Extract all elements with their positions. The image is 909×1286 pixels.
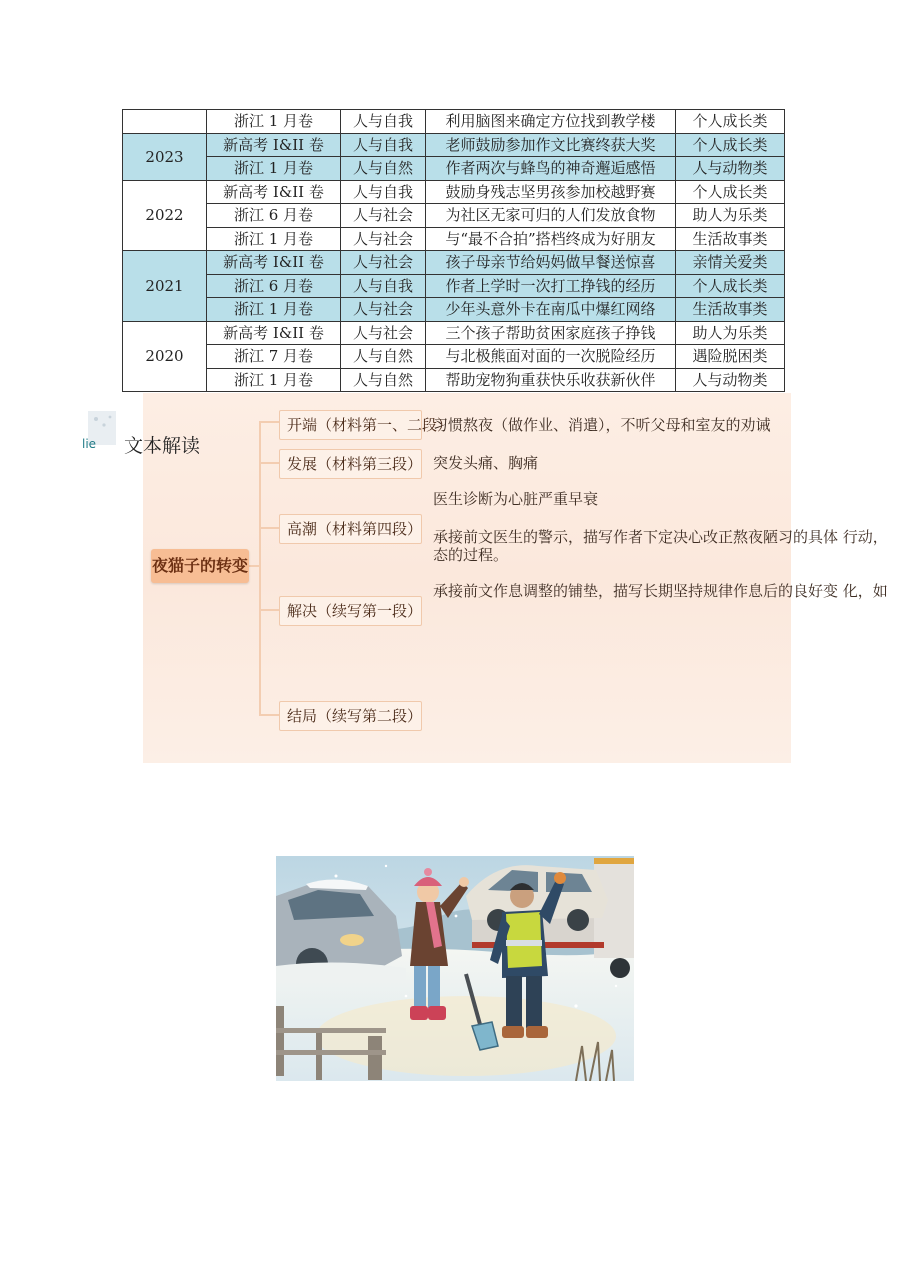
mindmap-connector xyxy=(259,609,279,611)
paper-cell: 浙江 7 月卷 xyxy=(207,345,341,369)
category-cell: 生活故事类 xyxy=(676,227,785,251)
content-cell: 老师鼓励参加作文比赛终获大奖 xyxy=(426,133,676,157)
category-cell: 人与动物类 xyxy=(676,157,785,181)
mindmap-detail-ending: 承接前文作息调整的铺垫，描写长期坚持规律作息后的良好变 化，如 xyxy=(433,582,888,600)
mindmap-node-beginning: 开端（材料第一、二段） xyxy=(279,410,422,440)
content-cell: 少年头意外卡在南瓜中爆红网络 xyxy=(426,298,676,322)
theme-cell: 人与社会 xyxy=(341,251,426,275)
content-cell: 作者两次与蜂鸟的神奇邂逅感悟 xyxy=(426,157,676,181)
theme-cell: 人与自然 xyxy=(341,157,426,181)
mindmap-detail-resolution: 承接前文医生的警示，描写作者下定决心改正熬夜陋习的具体 行动， xyxy=(433,528,888,546)
section-heading: 文本解读 xyxy=(124,435,201,457)
theme-cell: 人与自然 xyxy=(341,368,426,392)
theme-cell: 人与自我 xyxy=(341,133,426,157)
paper-cell: 浙江 6 月卷 xyxy=(207,204,341,228)
content-cell: 鼓励身残志坚男孩参加校越野赛 xyxy=(426,180,676,204)
mindmap-connector xyxy=(259,421,279,423)
table-row xyxy=(123,345,785,369)
category-cell: 个人成长类 xyxy=(676,180,785,204)
mindmap-root: 夜猫子的转变 xyxy=(151,549,249,583)
content-cell: 为社区无家可归的人们发放食物 xyxy=(426,204,676,228)
table-row xyxy=(123,368,785,392)
table-row xyxy=(123,298,785,322)
category-cell: 助人为乐类 xyxy=(676,204,785,228)
mindmap-detail-resolution-cont: 态的过程。 xyxy=(433,546,509,564)
paper-cell: 新高考 I&II 卷 xyxy=(207,180,341,204)
category-cell: 个人成长类 xyxy=(676,133,785,157)
year-cell xyxy=(123,110,207,134)
content-cell: 作者上学时一次打工挣钱的经历 xyxy=(426,274,676,298)
table-row xyxy=(123,180,785,204)
mindmap-node-climax: 高潮（材料第四段） xyxy=(279,514,422,544)
paper-cell: 新高考 I&II 卷 xyxy=(207,133,341,157)
mindmap-node-development: 发展（材料第三段） xyxy=(279,449,422,479)
content-cell: 与北极熊面对面的一次脱险经历 xyxy=(426,345,676,369)
content-cell: 三个孩子帮助贫困家庭孩子挣钱 xyxy=(426,321,676,345)
table-row xyxy=(123,251,785,275)
mindmap-node-ending: 结局（续写第二段） xyxy=(279,701,422,731)
mindmap-detail-development: 突发头痛、胸痛 xyxy=(433,454,539,472)
theme-cell: 人与社会 xyxy=(341,204,426,228)
theme-cell: 人与自我 xyxy=(341,274,426,298)
category-cell: 遇险脱困类 xyxy=(676,345,785,369)
year-cell: 2023 xyxy=(123,133,207,180)
table-row xyxy=(123,274,785,298)
mindmap-connector xyxy=(259,462,279,464)
mindmap-detail-climax: 医生诊断为心脏严重早衰 xyxy=(433,490,599,508)
theme-cell: 人与社会 xyxy=(341,298,426,322)
paper-cell: 浙江 1 月卷 xyxy=(207,227,341,251)
section-icon-text: lie xyxy=(82,437,97,451)
theme-cell: 人与自我 xyxy=(341,180,426,204)
mindmap-detail-beginning: 习惯熬夜（做作业、消遣），不听父母和室友的劝诫 xyxy=(433,416,771,434)
theme-cell: 人与社会 xyxy=(341,321,426,345)
category-cell: 助人为乐类 xyxy=(676,321,785,345)
mindmap-connector xyxy=(259,421,261,715)
paper-cell: 浙江 6 月卷 xyxy=(207,274,341,298)
year-cell: 2021 xyxy=(123,251,207,322)
category-cell: 生活故事类 xyxy=(676,298,785,322)
year-cell: 2020 xyxy=(123,321,207,392)
table-row xyxy=(123,157,785,181)
theme-cell: 人与社会 xyxy=(341,227,426,251)
table-row xyxy=(123,227,785,251)
paper-cell: 浙江 1 月卷 xyxy=(207,368,341,392)
table-row xyxy=(123,133,785,157)
table-row xyxy=(123,110,785,134)
year-cell: 2022 xyxy=(123,180,207,251)
category-cell: 个人成长类 xyxy=(676,274,785,298)
mindmap-connector xyxy=(259,527,279,529)
section-icon xyxy=(82,411,118,453)
category-cell: 亲情关爱类 xyxy=(676,251,785,275)
snow-rescue-illustration xyxy=(276,856,634,1081)
table-row xyxy=(123,321,785,345)
paper-cell: 浙江 1 月卷 xyxy=(207,110,341,134)
mindmap-connector xyxy=(259,714,279,716)
content-cell: 与“最不合拍”搭档终成为好朋友 xyxy=(426,227,676,251)
mindmap-node-resolution: 解决（续写第一段） xyxy=(279,596,422,626)
content-cell: 孩子母亲节给妈妈做早餐送惊喜 xyxy=(426,251,676,275)
theme-cell: 人与自我 xyxy=(341,110,426,134)
category-cell: 个人成长类 xyxy=(676,110,785,134)
paper-cell: 浙江 1 月卷 xyxy=(207,157,341,181)
category-cell: 人与动物类 xyxy=(676,368,785,392)
content-cell: 帮助宠物狗重获快乐收获新伙伴 xyxy=(426,368,676,392)
content-cell: 利用脑图来确定方位找到教学楼 xyxy=(426,110,676,134)
paper-cell: 新高考 I&II 卷 xyxy=(207,321,341,345)
paper-cell: 浙江 1 月卷 xyxy=(207,298,341,322)
theme-cell: 人与自然 xyxy=(341,345,426,369)
table-row xyxy=(123,204,785,228)
exam-topic-table xyxy=(122,109,785,392)
paper-cell: 新高考 I&II 卷 xyxy=(207,251,341,275)
